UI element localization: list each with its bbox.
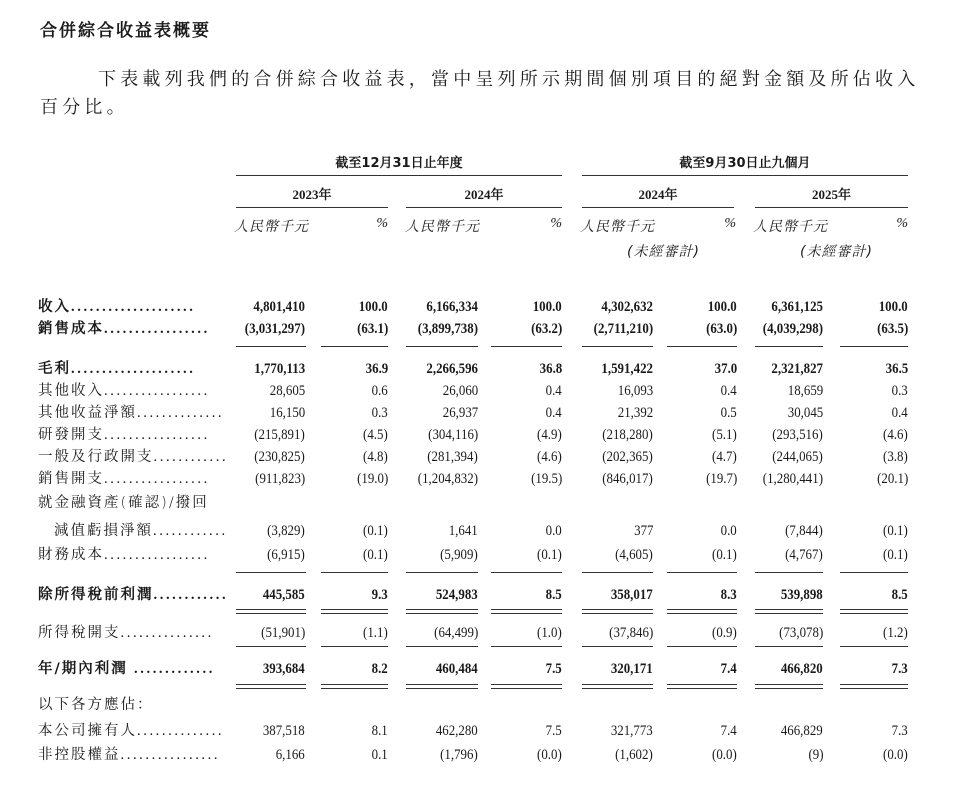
percent-cell: 7.3: [891, 723, 908, 739]
double-underline: [321, 684, 388, 689]
leader-dots: ................: [120, 747, 221, 763]
double-underline: [667, 684, 737, 689]
row-label-text: 收入: [38, 299, 71, 315]
percent-cell: 9.3: [371, 587, 388, 603]
double-underline: [755, 609, 823, 614]
row-label: [38, 694, 154, 716]
percent-cell: (0.1): [883, 547, 908, 563]
amount-cell: (1,602): [615, 747, 653, 763]
percent-cell: (4.6): [537, 449, 562, 465]
percent-cell: (0.0): [712, 747, 737, 763]
percent-cell: (4.5): [363, 427, 388, 443]
leader-dots: ..............: [137, 723, 225, 739]
percent-cell: 100.0: [358, 299, 388, 315]
amount-cell: (1,204,832): [417, 471, 478, 487]
row-label: [38, 318, 210, 340]
double-underline: [667, 609, 737, 614]
amount-cell: 4,302,632: [601, 299, 653, 315]
leader-dots: ....................: [71, 361, 196, 377]
subtotal-underline: [406, 572, 478, 573]
subtotal-underline: [236, 646, 306, 647]
amount-cell: 539,898: [781, 587, 823, 603]
amount-cell: (911,823): [254, 471, 305, 487]
subtotal-underline: [840, 346, 908, 347]
leader-dots: .................: [104, 547, 210, 563]
unit-label-2024-9m: 人民幣千元: [580, 219, 655, 235]
double-underline: [840, 609, 908, 614]
subtotal-underline: [667, 646, 737, 647]
percent-cell: 0.0: [720, 523, 737, 539]
amount-cell: 6,166,334: [426, 299, 478, 315]
amount-cell: (5,909): [440, 547, 478, 563]
pct-label-2025-9m: %: [896, 216, 908, 231]
row-label-text: 一般及行政開支: [38, 449, 154, 465]
table-row: [0, 318, 960, 340]
year-rule-2025-9m: [755, 207, 908, 208]
percent-cell: 36.5: [885, 361, 908, 377]
amount-cell: (64,499): [433, 625, 478, 641]
row-label: [38, 424, 210, 446]
amount-cell: (244,065): [772, 449, 823, 465]
percent-cell: 7.4: [720, 723, 737, 739]
percent-cell: (5.1): [712, 427, 737, 443]
amount-cell: 16,093: [617, 383, 653, 399]
row-label-text: 除所得稅前利潤: [38, 587, 154, 603]
percent-cell: (1.1): [363, 625, 388, 641]
amount-cell: 1,641: [448, 523, 478, 539]
table-row: [0, 402, 960, 424]
percent-cell: (1.2): [883, 625, 908, 641]
percent-cell: (1.0): [537, 625, 562, 641]
leader-dots: ............: [153, 523, 228, 539]
percent-cell: 7.4: [720, 661, 737, 677]
row-label-text: 銷售開支: [38, 471, 104, 487]
unaudited-note-2025-9m: (未經審計): [800, 244, 873, 260]
percent-cell: 37.0: [714, 361, 737, 377]
leader-dots: .................: [104, 383, 210, 399]
group-rule-nine-months: [582, 175, 908, 176]
percent-cell: (0.1): [363, 523, 388, 539]
row-label-text: 研發開支: [38, 427, 104, 443]
year-rule-2023: [236, 207, 388, 208]
row-label: [38, 468, 210, 490]
percent-cell: (0.9): [712, 625, 737, 641]
percent-cell: (63.0): [705, 321, 737, 337]
period-year-2023: 2023年: [292, 187, 332, 202]
percent-cell: 8.5: [545, 587, 562, 603]
leader-dots: ..............: [137, 405, 225, 421]
percent-cell: 0.4: [891, 405, 908, 421]
amount-cell: (304,116): [427, 427, 478, 443]
percent-cell: 100.0: [878, 299, 908, 315]
leader-dots: .................: [104, 427, 210, 443]
subtotal-underline: [755, 646, 823, 647]
row-label-text: 財務成本: [38, 547, 104, 563]
percent-cell: (20.1): [876, 471, 908, 487]
table-row: [0, 744, 960, 766]
amount-cell: (73,078): [778, 625, 823, 641]
percent-cell: (19.0): [356, 471, 388, 487]
double-underline: [582, 609, 653, 614]
leader-dots: .............: [127, 661, 215, 677]
amount-cell: 462,280: [436, 723, 478, 739]
percent-cell: (63.2): [530, 321, 562, 337]
amount-cell: (293,516): [772, 427, 823, 443]
percent-cell: 7.5: [545, 661, 562, 677]
amount-cell: (6,915): [267, 547, 305, 563]
amount-cell: (202,365): [602, 449, 653, 465]
percent-cell: (0.0): [537, 747, 562, 763]
amount-cell: 2,266,596: [426, 361, 478, 377]
row-label: [38, 584, 228, 606]
amount-cell: (3,829): [267, 523, 305, 539]
amount-cell: 524,983: [436, 587, 478, 603]
leader-dots: ............: [153, 587, 229, 603]
table-row: [0, 492, 960, 514]
amount-cell: (2,711,210): [593, 321, 653, 337]
row-label: [38, 402, 224, 424]
subtotal-underline: [667, 346, 737, 347]
amount-cell: (1,280,441): [762, 471, 823, 487]
percent-cell: 0.3: [371, 405, 388, 421]
pct-label-2024: %: [550, 216, 562, 231]
percent-cell: 0.4: [720, 383, 737, 399]
amount-cell: 6,166: [275, 747, 305, 763]
row-label-text: 非控股權益: [38, 747, 121, 763]
percent-cell: (0.1): [883, 523, 908, 539]
percent-cell: (3.8): [883, 449, 908, 465]
percent-cell: (19.7): [705, 471, 737, 487]
percent-cell: 8.5: [891, 587, 908, 603]
pct-label-2024-9m: %: [724, 216, 736, 231]
amount-cell: (281,394): [427, 449, 478, 465]
amount-cell: (3,031,297): [244, 321, 305, 337]
percent-cell: (4.8): [363, 449, 388, 465]
percent-cell: (0.1): [363, 547, 388, 563]
double-underline: [236, 684, 306, 689]
table-row: [0, 358, 960, 380]
group-rule-full-year: [236, 175, 562, 176]
percent-cell: (63.5): [876, 321, 908, 337]
amount-cell: 21,392: [617, 405, 653, 421]
subtotal-underline: [491, 346, 562, 347]
double-underline: [755, 684, 823, 689]
leader-dots: .................: [104, 471, 210, 487]
percent-cell: 8.2: [371, 661, 388, 677]
percent-cell: (4.9): [537, 427, 562, 443]
table-row: [0, 296, 960, 318]
subtotal-underline: [236, 346, 306, 347]
unit-label-2024: 人民幣千元: [405, 219, 480, 235]
amount-cell: 466,820: [781, 661, 823, 677]
row-label: [38, 358, 196, 380]
double-underline: [491, 684, 562, 689]
percent-cell: (0.1): [537, 547, 562, 563]
amount-cell: 4,801,410: [253, 299, 305, 315]
intro-text: 下表載列我們的合併綜合收益表，當中呈列所示期間個別項目的絕對金額及所佔收入百分比。: [40, 69, 920, 118]
subtotal-underline: [755, 346, 823, 347]
table-row: [0, 584, 960, 606]
amount-cell: (7,844): [785, 523, 823, 539]
amount-cell: 28,605: [269, 383, 305, 399]
period-year-2024: 2024年: [464, 187, 504, 202]
percent-cell: (63.1): [356, 321, 388, 337]
amount-cell: (218,280): [602, 427, 653, 443]
amount-cell: 320,171: [611, 661, 653, 677]
amount-cell: (4,767): [785, 547, 823, 563]
amount-cell: (230,825): [254, 449, 305, 465]
percent-cell: 8.1: [371, 723, 388, 739]
table-row: [0, 694, 960, 716]
percent-cell: 0.1: [371, 747, 388, 763]
subtotal-underline: [406, 346, 478, 347]
amount-cell: (1,796): [440, 747, 478, 763]
amount-cell: (3,899,738): [417, 321, 478, 337]
percent-cell: 0.4: [545, 405, 562, 421]
unit-label-2025-9m: 人民幣千元: [753, 219, 828, 235]
amount-cell: 377: [633, 523, 653, 539]
percent-cell: (0.0): [883, 747, 908, 763]
unaudited-note-2024-9m: (未經審計): [627, 244, 700, 260]
subtotal-underline: [667, 572, 737, 573]
leader-dots: .................: [104, 321, 210, 337]
subtotal-underline: [321, 346, 388, 347]
amount-cell: 26,060: [442, 383, 478, 399]
intro-paragraph: [40, 66, 920, 122]
percent-cell: (19.5): [530, 471, 562, 487]
double-underline: [236, 609, 306, 614]
table-row: [0, 720, 960, 742]
row-label: [38, 658, 215, 680]
row-label: [54, 520, 228, 542]
row-label-text: 所得稅開支: [38, 625, 121, 641]
amount-cell: 26,937: [442, 405, 478, 421]
subtotal-underline: [491, 572, 562, 573]
table-row: [0, 468, 960, 490]
period-year-2025-9m: 2025年: [811, 187, 851, 202]
table-row: [0, 622, 960, 644]
subtotal-underline: [840, 646, 908, 647]
percent-cell: 36.8: [539, 361, 562, 377]
row-label-text: 其他收益淨額: [38, 405, 137, 421]
amount-cell: 466,829: [781, 723, 823, 739]
table-row: [0, 544, 960, 566]
amount-cell: (4,039,298): [762, 321, 823, 337]
percent-cell: 0.6: [371, 383, 388, 399]
row-label: [38, 492, 209, 514]
year-rule-2024: [406, 207, 562, 208]
subtotal-underline: [321, 646, 388, 647]
group-title-full-year: 截至12月31日止年度: [335, 156, 463, 171]
percent-cell: 0.5: [720, 405, 737, 421]
table-row: [0, 520, 960, 542]
section-heading: 合併綜合收益表概要: [40, 21, 211, 41]
amount-cell: (846,017): [602, 471, 653, 487]
subtotal-underline: [406, 646, 478, 647]
percent-cell: (0.1): [712, 547, 737, 563]
double-underline: [491, 609, 562, 614]
row-label-text: 以下各方應佔：: [38, 697, 154, 713]
amount-cell: 445,585: [263, 587, 305, 603]
amount-cell: (37,846): [608, 625, 653, 641]
row-label-text: 本公司擁有人: [38, 723, 137, 739]
amount-cell: 18,659: [787, 383, 823, 399]
subtotal-underline: [321, 572, 388, 573]
percent-cell: 0.0: [545, 523, 562, 539]
amount-cell: 1,770,113: [254, 361, 305, 377]
amount-cell: (51,901): [260, 625, 305, 641]
double-underline: [321, 609, 388, 614]
amount-cell: (4,605): [615, 547, 653, 563]
row-label-text: 年/期內利潤: [38, 661, 128, 677]
double-underline: [840, 684, 908, 689]
amount-cell: 6,361,125: [771, 299, 823, 315]
period-year-2024-9m: 2024年: [638, 187, 678, 202]
percent-cell: 8.3: [720, 587, 737, 603]
percent-cell: 0.3: [891, 383, 908, 399]
percent-cell: 7.3: [891, 661, 908, 677]
percent-cell: 0.4: [545, 383, 562, 399]
year-rule-2024-9m: [582, 207, 734, 208]
amount-cell: 321,773: [611, 723, 653, 739]
subtotal-underline: [582, 572, 653, 573]
subtotal-underline: [755, 572, 823, 573]
row-label-text: 減值虧損淨額: [54, 523, 153, 539]
row-label-text: 銷售成本: [38, 321, 104, 337]
subtotal-underline: [840, 572, 908, 573]
subtotal-underline: [582, 346, 653, 347]
leader-dots: ............: [153, 449, 229, 465]
double-underline: [582, 684, 653, 689]
amount-cell: 358,017: [611, 587, 653, 603]
group-title-nine-months: 截至9月30日止九個月: [679, 156, 811, 171]
row-label: [38, 720, 224, 742]
double-underline: [406, 684, 478, 689]
amount-cell: 387,518: [263, 723, 305, 739]
percent-cell: (4.7): [712, 449, 737, 465]
percent-cell: 7.5: [545, 723, 562, 739]
leader-dots: ....................: [71, 299, 196, 315]
row-label: [38, 622, 214, 644]
row-label: [38, 544, 210, 566]
percent-cell: (4.6): [883, 427, 908, 443]
double-underline: [406, 609, 478, 614]
table-row: [0, 424, 960, 446]
percent-cell: 36.9: [365, 361, 388, 377]
subtotal-underline: [582, 646, 653, 647]
row-label: [38, 744, 220, 766]
amount-cell: 393,684: [263, 661, 305, 677]
table-row: [0, 446, 960, 468]
amount-cell: 30,045: [787, 405, 823, 421]
amount-cell: (215,891): [254, 427, 305, 443]
table-row: [0, 380, 960, 402]
amount-cell: 16,150: [269, 405, 305, 421]
amount-cell: 2,321,827: [771, 361, 823, 377]
amount-cell: 1,591,422: [601, 361, 653, 377]
row-label-text: 其他收入: [38, 383, 104, 399]
percent-cell: 100.0: [532, 299, 562, 315]
amount-cell: 460,484: [436, 661, 478, 677]
percent-cell: 100.0: [707, 299, 737, 315]
row-label-text: 就金融資產(確認)/撥回: [38, 495, 209, 511]
unit-label-2023: 人民幣千元: [234, 219, 309, 235]
pct-label-2023: %: [376, 216, 388, 231]
subtotal-underline: [236, 572, 306, 573]
table-row: [0, 658, 960, 680]
amount-cell: (9): [807, 747, 823, 763]
row-label: [38, 446, 228, 468]
row-label: [38, 296, 196, 318]
row-label-text: 毛利: [38, 361, 71, 377]
leader-dots: ...............: [120, 625, 214, 641]
row-label: [38, 380, 210, 402]
subtotal-underline: [491, 646, 562, 647]
